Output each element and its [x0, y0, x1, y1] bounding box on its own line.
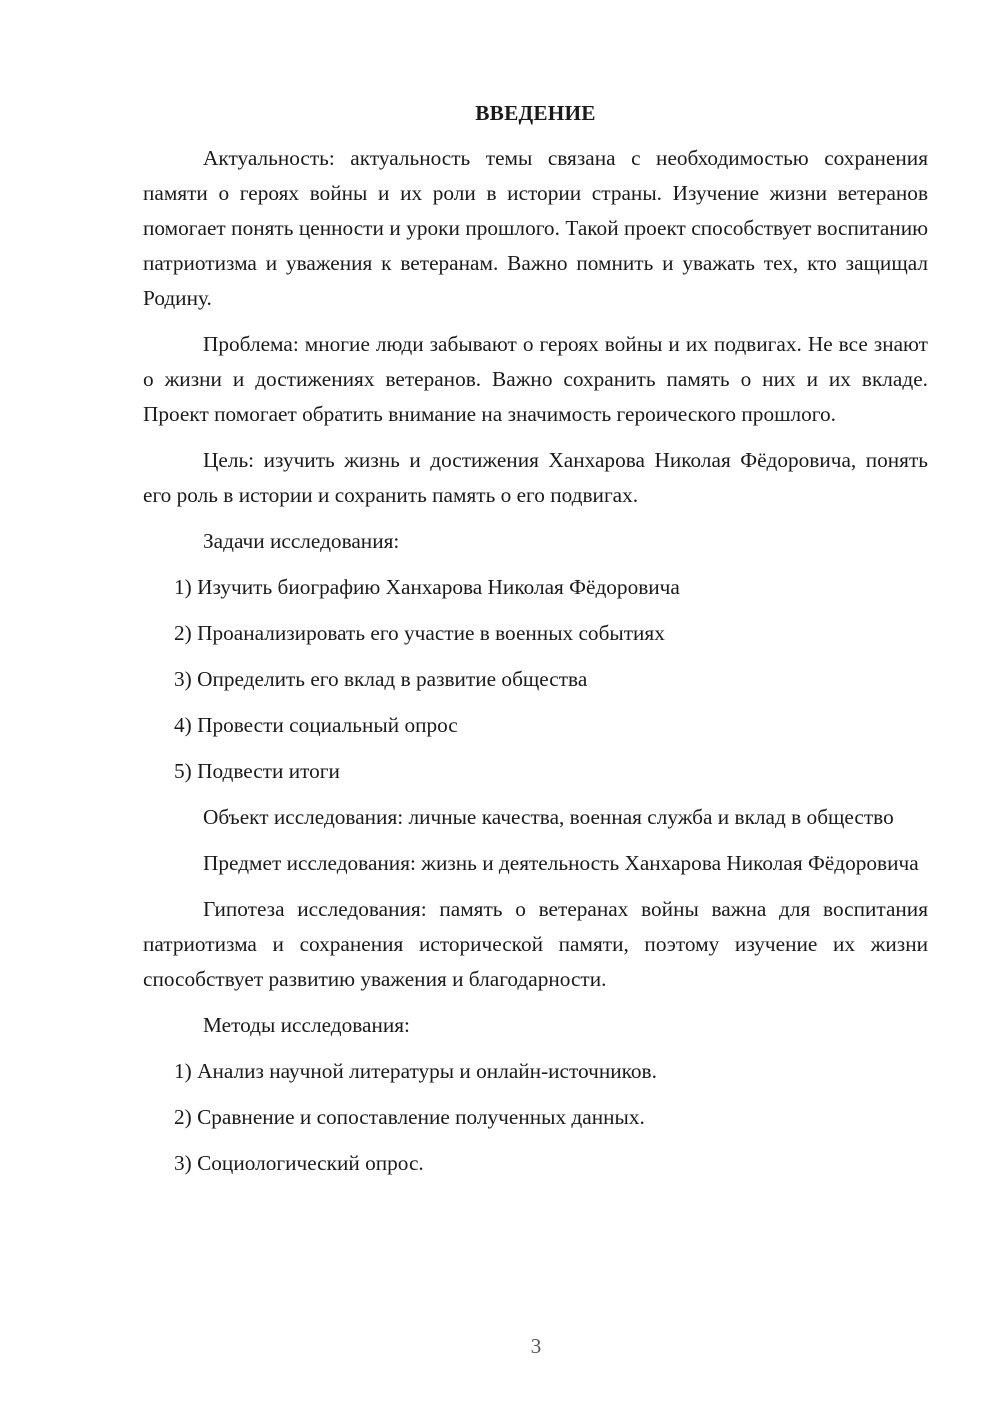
relevance-paragraph: Актуальность: актуальность темы связана с необходимостью сохранения памяти о героях войны и их роли в истории страны. Изучение жизни ветеранов помогает понять ценности и уроки прошлого. Такой проект способствует воспитанию патриотизма и уважения к ветеранам. Важно помнить и уважать тех, кто защищал Родину. [143, 146, 928, 310]
method-item: 1) Анализ научной литературы и онлайн-источников. [174, 1059, 657, 1083]
section-title: ВВЕДЕНИЕ [475, 101, 596, 125]
method-item: 3) Социологический опрос. [174, 1151, 424, 1175]
task-item: 3) Определить его вклад в развитие общества [174, 667, 588, 691]
methods-list [143, 1054, 928, 1181]
tasks-list [143, 570, 928, 789]
subject-paragraph: Предмет исследования: жизнь и деятельность Ханхарова Николая Фёдоровича [203, 851, 919, 875]
object-paragraph: Объект исследования: личные качества, военная служба и вклад в общество [203, 805, 894, 829]
task-item: 4) Провести социальный опрос [174, 713, 458, 737]
method-item: 2) Сравнение и сопоставление полученных данных. [174, 1105, 645, 1129]
problem-paragraph: Проблема: многие люди забывают о героях войны и их подвигах. Не все знают о жизни и достижениях ветеранов. Важно сохранить память о них и их вкладе. Проект помогает обратить внимание на значимость героического прошлого. [143, 332, 928, 426]
task-item: 2) Проанализировать его участие в военных событиях [174, 621, 665, 645]
document-page [143, 96, 928, 1192]
methods-heading: Методы исследования: [203, 1013, 410, 1037]
task-item: 5) Подвести итоги [174, 759, 340, 783]
tasks-heading: Задачи исследования: [203, 529, 400, 553]
hypothesis-paragraph: Гипотеза исследования: память о ветеранах войны важна для воспитания патриотизма и сохранения исторической памяти, поэтому изучение их жизни способствует развитию уважения и благодарности. [143, 897, 928, 991]
task-item: 1) Изучить биографию Ханхарова Николая Фёдоровича [174, 575, 680, 599]
goal-paragraph: Цель: изучить жизнь и достижения Ханхарова Николая Фёдоровича, понять его роль в истории и сохранить память о его подвигах. [143, 448, 928, 507]
page-number: 3 [530, 1334, 542, 1358]
